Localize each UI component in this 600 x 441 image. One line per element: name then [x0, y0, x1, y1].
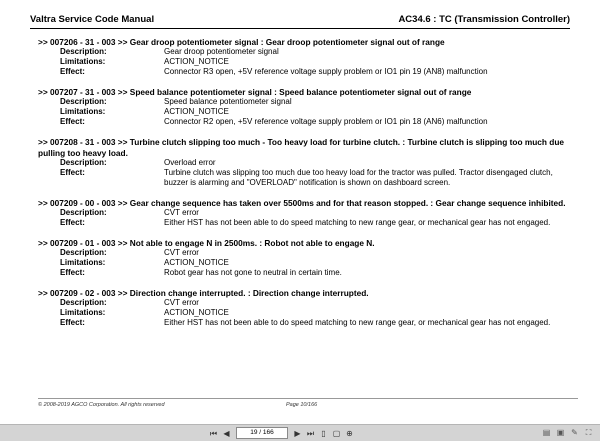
description-value: CVT error — [164, 248, 199, 258]
description-label: Description: — [60, 298, 107, 308]
code-entry — [38, 238, 578, 278]
description-label: Description: — [60, 248, 107, 258]
effect-value: Turbine clutch was slipping too much due too heavy load for the tractor was pulled. Tractor disengaged clutch, buzzer is alarming and "OVERLOAD" notification is shown on dashboard screen. — [164, 167, 553, 187]
print-icon[interactable]: ▤ — [542, 428, 551, 437]
description-value: Overload error — [164, 157, 216, 167]
limitations-label: Limitations: — [60, 107, 106, 117]
limitations-value: ACTION_NOTICE — [164, 107, 229, 117]
last-page-icon[interactable]: ⏭ — [306, 428, 315, 438]
zoom-icon[interactable]: ⊕ — [346, 428, 353, 438]
description-value: Gear droop potentiometer signal — [164, 47, 279, 57]
effect-row — [38, 268, 578, 278]
effect-label: Effect: — [60, 67, 85, 77]
entry-title: >> 007208 - 31 - 003 >> Turbine clutch slipping too much - Too heavy load for turbine clutch. : Turbine clutch is slipping too much due pulling too heavy load. — [38, 137, 565, 158]
description-row — [38, 47, 578, 57]
previous-page-icon[interactable]: ◀ — [223, 428, 230, 438]
description-value: CVT error — [164, 298, 199, 308]
code-entry — [38, 198, 578, 228]
next-page-icon[interactable]: ▶ — [294, 428, 301, 438]
page-navigation — [208, 427, 357, 439]
effect-row — [38, 117, 578, 127]
limitations-row — [38, 57, 578, 67]
viewer-toolbar — [0, 424, 600, 441]
description-row — [38, 158, 578, 168]
effect-value: Either HST has not been able to do speed matching to new range gear, or mechanical gear has not engaged. — [164, 318, 551, 328]
entry-title: >> 007209 - 01 - 003 >> Not able to engage N in 2500ms. : Robot not able to engage N. — [38, 238, 375, 249]
entry-title: >> 007209 - 00 - 003 >> Gear change sequence has taken over 5500ms and for that reason stopped. : Gear change sequence inhibited. — [38, 197, 566, 208]
effect-label: Effect: — [60, 268, 85, 278]
limitations-label: Limitations: — [60, 57, 106, 67]
description-label: Description: — [60, 47, 107, 57]
description-row — [38, 97, 578, 107]
description-row — [38, 208, 578, 218]
effect-value: Robot gear has not gone to neutral in certain time. — [164, 268, 342, 278]
description-label: Description: — [60, 208, 107, 218]
limitations-value: ACTION_NOTICE — [164, 57, 229, 67]
viewer-tools — [538, 427, 594, 438]
description-label: Description: — [60, 97, 107, 107]
description-value: Speed balance potentiometer signal — [164, 97, 292, 107]
lock-icon[interactable]: ▣ — [556, 428, 565, 437]
effect-value: Connector R3 open, +5V reference voltage supply problem or IO1 pin 19 (AN8) malfunction — [164, 67, 488, 77]
effect-label: Effect: — [60, 167, 85, 177]
effect-label: Effect: — [60, 318, 85, 328]
limitations-row — [38, 107, 578, 117]
effect-value: Either HST has not been able to do speed matching to new range gear, or mechanical gear has not engaged. — [164, 218, 551, 228]
limitations-row — [38, 308, 578, 318]
description-row — [38, 248, 578, 258]
description-row — [38, 298, 578, 308]
code-entry — [38, 288, 578, 328]
code-entry — [38, 37, 578, 77]
entry-title: >> 007207 - 31 - 003 >> Speed balance potentiometer signal : Speed balance potentiometer signal out of range — [38, 87, 472, 98]
limitations-row — [38, 258, 578, 268]
page-number: Page 10/166 — [286, 402, 318, 408]
limitations-label: Limitations: — [60, 308, 106, 318]
first-page-icon[interactable]: ⏮ — [209, 428, 218, 438]
effect-label: Effect: — [60, 218, 85, 228]
limitations-value: ACTION_NOTICE — [164, 308, 229, 318]
page-header — [30, 14, 570, 29]
description-value: CVT error — [164, 208, 199, 218]
code-entry — [38, 137, 578, 187]
description-label: Description: — [60, 157, 107, 167]
limitations-value: ACTION_NOTICE — [164, 258, 229, 268]
effect-row — [38, 318, 578, 328]
page-footer — [38, 398, 578, 412]
effect-row — [38, 218, 578, 228]
effect-row — [38, 168, 578, 188]
section-title: AC34.6 : TC (Transmission Controller) — [398, 14, 570, 25]
code-list — [38, 37, 578, 338]
limitations-label: Limitations: — [60, 258, 106, 268]
manual-title: Valtra Service Code Manual — [30, 14, 155, 25]
effect-value: Connector R2 open, +5V reference voltage supply problem or IO1 pin 18 (AN6) malfunction — [164, 117, 488, 127]
document-icon[interactable]: ▯ — [321, 428, 326, 438]
code-entry — [38, 87, 578, 127]
entry-title: >> 007206 - 31 - 003 >> Gear droop potentiometer signal : Gear droop potentiometer signal out of range — [38, 37, 445, 47]
copyright-notice: © 2008-2019 AGCO Corporation. All rights reserved — [38, 402, 165, 408]
page-number-input[interactable]: 19 / 166 — [236, 427, 288, 439]
fit-page-icon[interactable]: ▢ — [332, 428, 341, 438]
effect-row — [38, 67, 578, 77]
effect-label: Effect: — [60, 117, 85, 127]
entry-title: >> 007209 - 02 - 003 >> Direction change interrupted. : Direction change interrupted. — [38, 288, 369, 299]
fullscreen-icon[interactable]: ⛶ — [585, 428, 592, 437]
tools-icon[interactable]: ✎ — [571, 428, 578, 437]
